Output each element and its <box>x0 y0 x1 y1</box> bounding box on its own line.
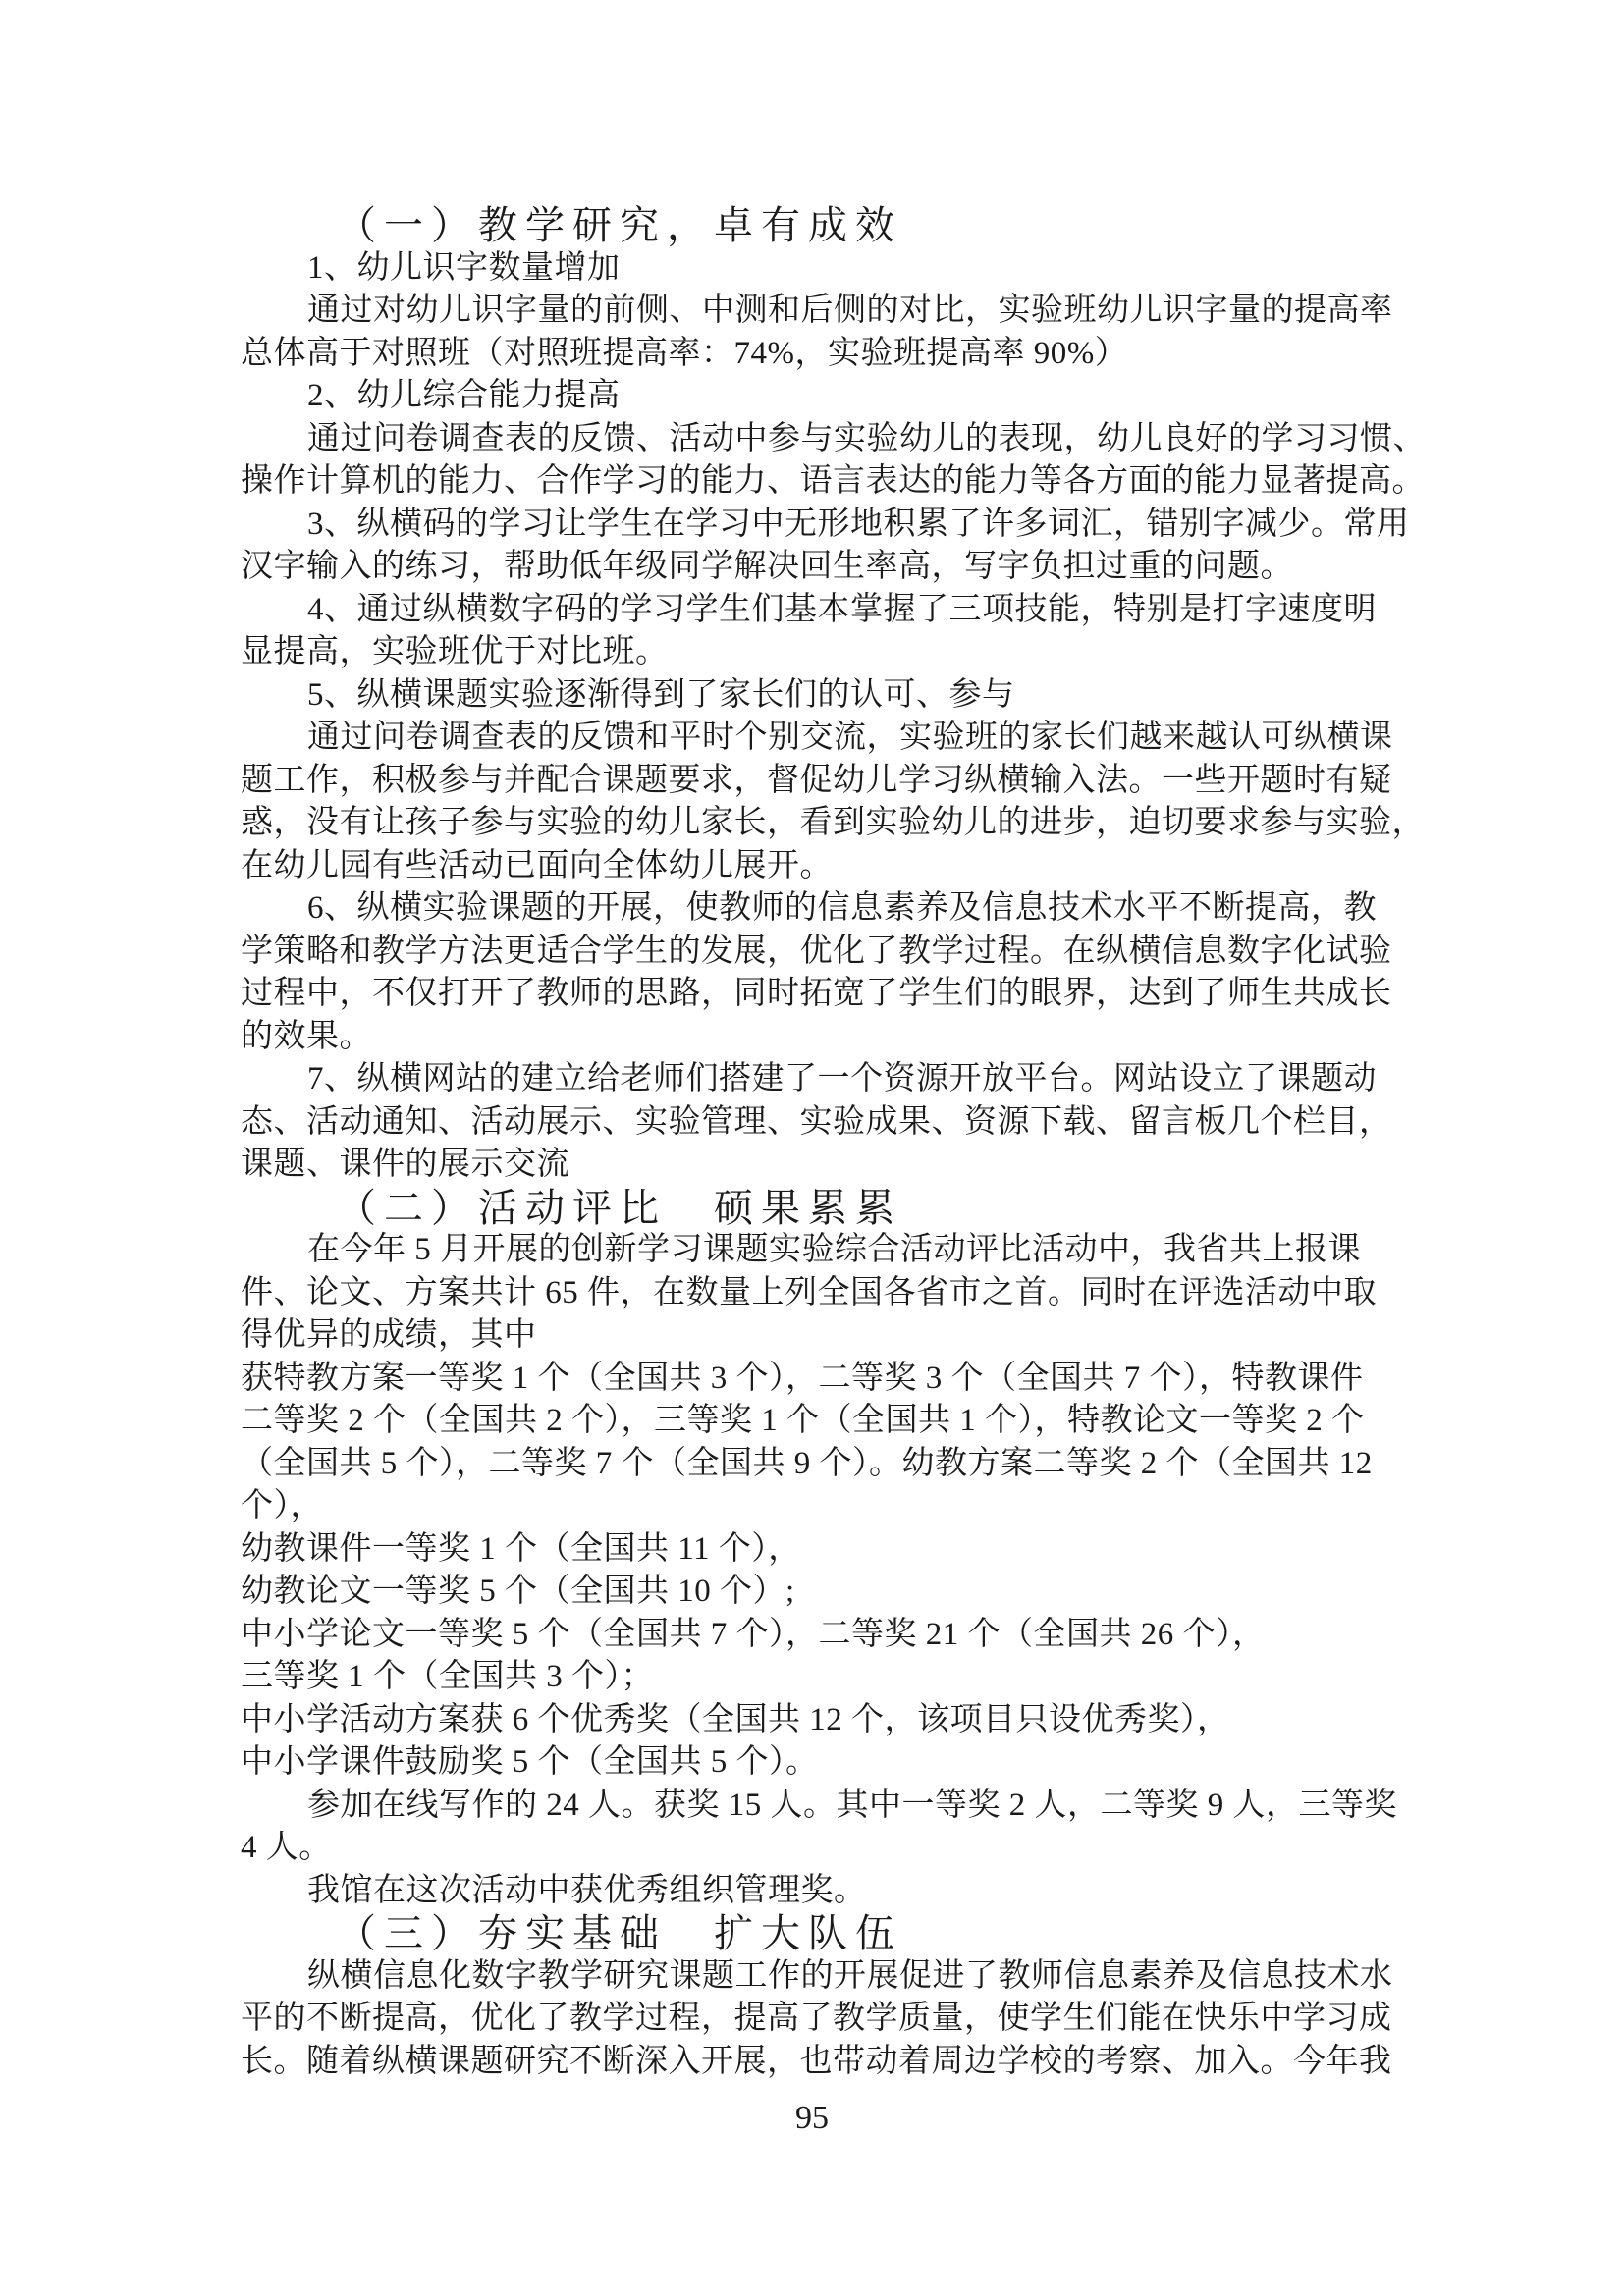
text-line: 在幼儿园有些活动已面向全体幼儿展开。 <box>241 847 833 883</box>
text-line: 3、纵横码的学习让学生在学习中无形地积累了许多词汇，错别字减少。常用 <box>307 506 1410 542</box>
text-line: 4 人。 <box>241 1830 332 1865</box>
text-line: 7、纵横网站的建立给老师们搭建了一个资源开放平台。网站设立了课题动 <box>307 1061 1377 1096</box>
text-line: 汉字输入的练习，帮助低年级同学解决回生率高，写字负担过重的问题。 <box>241 549 1293 584</box>
text-line: （全国共 5 个），二等奖 7 个（全国共 9 个）。幼教方案二等奖 2 个（全国共 12 <box>241 1445 1373 1481</box>
text-line: 件、论文、方案共计 65 件，在数量上列全国各省市之首。同时在评选活动中取 <box>241 1274 1377 1310</box>
text-line: 总体高于对照班（对照班提高率：74%，实验班提高率 90%） <box>241 335 1128 371</box>
text-line: 长。随着纵横课题研究不断深入开展，也带动着周边学校的考察、加入。今年我 <box>241 2043 1392 2079</box>
document-body <box>241 204 1507 2083</box>
section-heading: （二）活动评比 硕果累累 <box>337 1185 902 1230</box>
text-line: 题工作，积极参与并配合课题要求，督促幼儿学习纵横输入法。一些开题时有疑 <box>241 762 1392 798</box>
text-line: 的效果。 <box>241 1018 372 1054</box>
text-line: 二等奖 2 个（全国共 2 个），三等奖 1 个（全国共 1 个），特教论文一等奖 2 个 <box>241 1403 1365 1438</box>
text-line: 中小学论文一等奖 5 个（全国共 7 个），二等奖 21 个（全国共 26 个）， <box>241 1616 1266 1652</box>
text-line: 参加在线写作的 24 人。获奖 15 人。其中一等奖 2 人，二等奖 9 人，三等奖 <box>307 1787 1397 1823</box>
text-line: 中小学活动方案获 6 个优秀奖（全国共 12 个，该项目只设优秀奖）， <box>241 1701 1230 1737</box>
text-line: 惑，没有让孩子参与实验的幼儿家长，看到实验幼儿的进步，迫切要求参与实验， <box>241 805 1425 840</box>
text-line: 态、活动通知、活动展示、实验管理、实验成果、资源下载、留言板几个栏目， <box>241 1103 1392 1140</box>
text-line: 1、幼儿识字数量增加 <box>307 249 621 286</box>
text-line: 操作计算机的能力、合作学习的能力、语言表达的能力等各方面的能力显著提高。 <box>241 463 1425 499</box>
text-line: 幼教课件一等奖 1 个（全国共 11 个）， <box>241 1530 801 1567</box>
text-line: 4、通过纵横数字码的学习学生们基本掌握了三项技能，特别是打字速度明 <box>307 591 1377 627</box>
text-line: 显提高，实验班优于对比班。 <box>241 634 669 669</box>
text-line: 通过对幼儿识字量的前侧、中测和后侧的对比，实验班幼儿识字量的提高率 <box>307 293 1393 328</box>
text-line: 2、幼儿综合能力提高 <box>307 378 621 413</box>
text-line: 5、纵横课题实验逐渐得到了家长们的认可、参与 <box>307 676 1015 713</box>
text-line: 个）， <box>241 1488 323 1523</box>
text-line: 获特教方案一等奖 1 个（全国共 3 个），二等奖 3 个（全国共 7 个），特教课件 <box>241 1360 1364 1396</box>
text-line: 过程中，不仅打开了教师的思路，同时拓宽了学生们的眼界，达到了师生共成长 <box>241 976 1392 1011</box>
text-line: 幼教论文一等奖 5 个（全国共 10 个）; <box>241 1574 795 1609</box>
text-line: 通过问卷调查表的反馈和平时个别交流，实验班的家长们越来越认可纵横课 <box>307 720 1393 755</box>
page-number: 95 <box>795 2100 829 2136</box>
text-line: 在今年 5 月开展的创新学习课题实验综合活动评比活动中，我省共上报课 <box>307 1232 1361 1267</box>
text-line: 中小学课件鼓励奖 5 个（全国共 5 个）。 <box>241 1744 819 1780</box>
text-line: 得优异的成绩，其中 <box>241 1317 537 1353</box>
text-line: 6、纵横实验课题的开展，使教师的信息素养及信息技术水平不断提高，教 <box>307 890 1377 926</box>
section-heading: （三）夯实基础 扩大队伍 <box>337 1911 902 1955</box>
text-line: 学策略和教学方法更适合学生的发展，优化了教学过程。在纵横信息数字化试验 <box>241 933 1392 969</box>
text-line: 通过问卷调查表的反馈、活动中参与实验幼儿的表现，幼儿良好的学习习惯、 <box>307 420 1426 456</box>
text-line: 三等奖 1 个（全国共 3 个）； <box>241 1659 654 1694</box>
text-line: 平的不断提高，优化了教学过程，提高了教学质量，使学生们能在快乐中学习成 <box>241 2001 1392 2036</box>
text-line: 课题、课件的展示交流 <box>241 1147 569 1182</box>
text-line: 我馆在这次活动中获优秀组织管理奖。 <box>307 1872 867 1908</box>
section-heading: （一）教学研究，卓有成效 <box>337 203 902 247</box>
text-line: 纵横信息化数字教学研究课题工作的开展促进了教师信息素养及信息技术水 <box>307 1957 1393 1994</box>
